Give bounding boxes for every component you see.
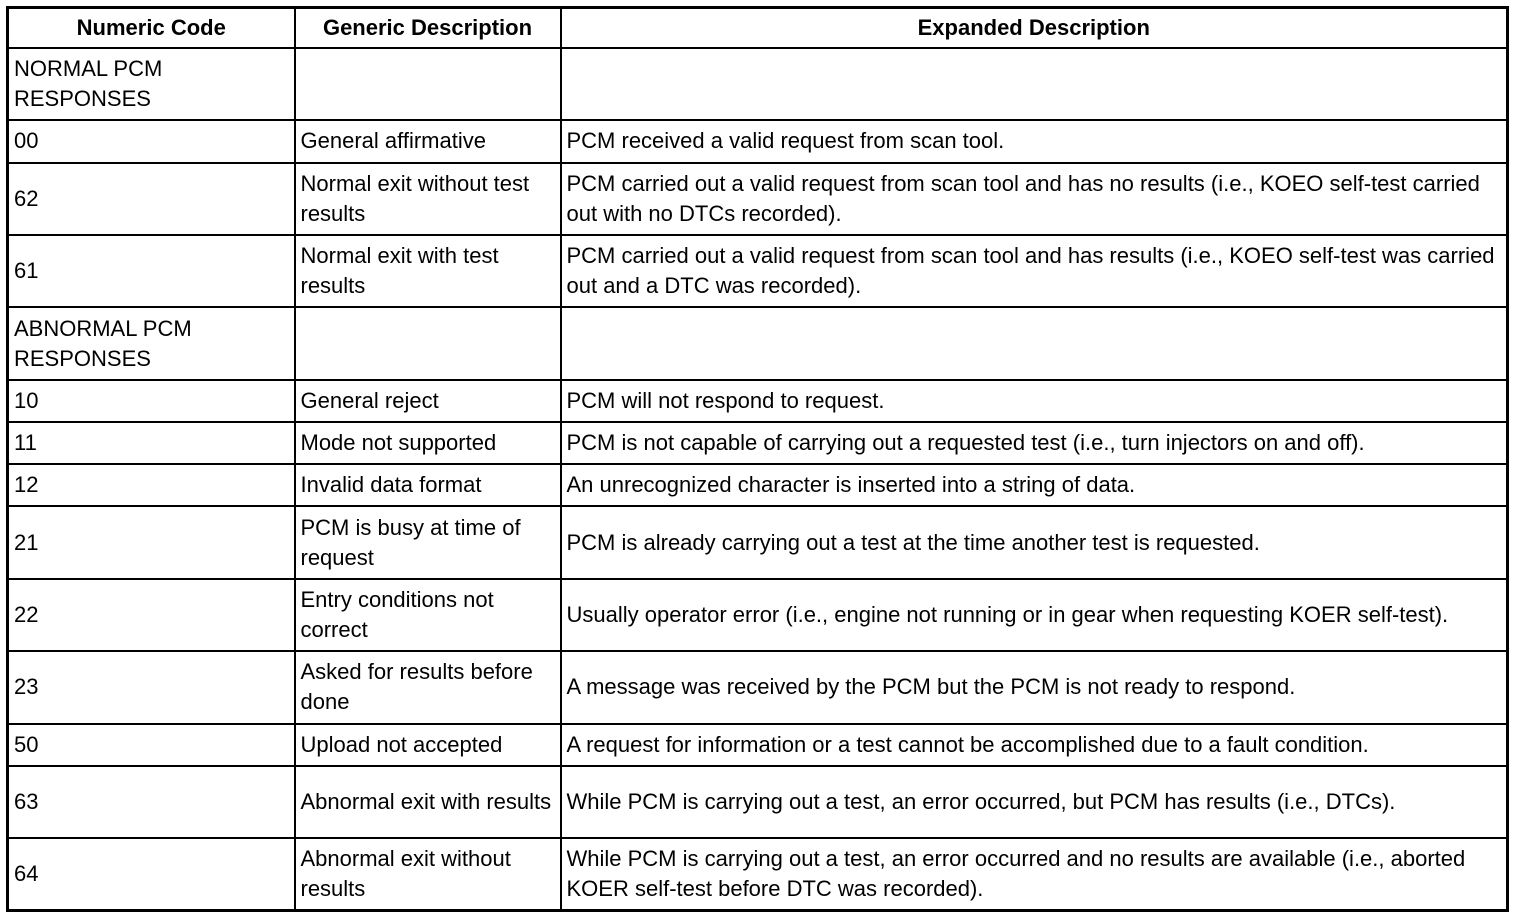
cell-expanded-description: PCM is not capable of carrying out a requested test (i.e., turn injectors on and off). <box>561 422 1508 464</box>
cell-expanded-description: PCM received a valid request from scan tool. <box>561 120 1508 162</box>
table-row <box>8 307 1508 379</box>
cell-expanded-description <box>561 307 1508 379</box>
cell-generic-description <box>295 307 561 379</box>
cell-generic-description: General affirmative <box>295 120 561 162</box>
table-row <box>8 766 1508 838</box>
cell-generic-description: Upload not accepted <box>295 724 561 766</box>
table-body <box>8 48 1508 911</box>
table-row <box>8 724 1508 766</box>
table-row <box>8 651 1508 723</box>
cell-expanded-description: While PCM is carrying out a test, an error occurred, but PCM has results (i.e., DTCs). <box>561 766 1508 838</box>
cell-numeric-code: 61 <box>8 235 295 307</box>
table-row <box>8 579 1508 651</box>
header-generic-description: Generic Description <box>295 8 561 49</box>
cell-generic-description: PCM is busy at time of request <box>295 506 561 578</box>
cell-numeric-code: 22 <box>8 579 295 651</box>
header-numeric-code: Numeric Code <box>8 8 295 49</box>
cell-generic-description: Mode not supported <box>295 422 561 464</box>
cell-numeric-code: 21 <box>8 506 295 578</box>
table-row <box>8 163 1508 235</box>
table-row <box>8 235 1508 307</box>
header-expanded-description: Expanded Description <box>561 8 1508 49</box>
cell-numeric-code: 23 <box>8 651 295 723</box>
cell-numeric-code: 63 <box>8 766 295 838</box>
cell-numeric-code: 11 <box>8 422 295 464</box>
cell-generic-description: Normal exit with test results <box>295 235 561 307</box>
cell-generic-description: Asked for results before done <box>295 651 561 723</box>
cell-numeric-code: 62 <box>8 163 295 235</box>
table-header <box>8 8 1508 49</box>
cell-generic-description: Invalid data format <box>295 464 561 506</box>
cell-generic-description: Entry conditions not correct <box>295 579 561 651</box>
table-row <box>8 422 1508 464</box>
cell-expanded-description: An unrecognized character is inserted into a string of data. <box>561 464 1508 506</box>
pcm-response-codes-table <box>6 6 1509 912</box>
cell-generic-description: Abnormal exit without results <box>295 838 561 910</box>
cell-generic-description <box>295 48 561 120</box>
cell-numeric-code: 64 <box>8 838 295 910</box>
table-row <box>8 506 1508 578</box>
cell-expanded-description: PCM is already carrying out a test at the time another test is requested. <box>561 506 1508 578</box>
cell-expanded-description: PCM carried out a valid request from scan tool and has results (i.e., KOEO self-test was carried out and a DTC was recorded). <box>561 235 1508 307</box>
table-row <box>8 48 1508 120</box>
cell-numeric-code: NORMAL PCM RESPONSES <box>8 48 295 120</box>
cell-numeric-code: 10 <box>8 380 295 422</box>
cell-numeric-code: 50 <box>8 724 295 766</box>
cell-expanded-description: Usually operator error (i.e., engine not running or in gear when requesting KOER self-test). <box>561 579 1508 651</box>
cell-numeric-code: ABNORMAL PCM RESPONSES <box>8 307 295 379</box>
cell-expanded-description: PCM carried out a valid request from scan tool and has no results (i.e., KOEO self-test carried out with no DTCs recorded). <box>561 163 1508 235</box>
cell-numeric-code: 00 <box>8 120 295 162</box>
table-row <box>8 120 1508 162</box>
table-row <box>8 380 1508 422</box>
cell-expanded-description: PCM will not respond to request. <box>561 380 1508 422</box>
cell-numeric-code: 12 <box>8 464 295 506</box>
cell-expanded-description: A request for information or a test cannot be accomplished due to a fault condition. <box>561 724 1508 766</box>
cell-expanded-description: A message was received by the PCM but the PCM is not ready to respond. <box>561 651 1508 723</box>
cell-generic-description: Abnormal exit with results <box>295 766 561 838</box>
table-row <box>8 838 1508 910</box>
cell-generic-description: General reject <box>295 380 561 422</box>
header-row <box>8 8 1508 49</box>
cell-generic-description: Normal exit without test results <box>295 163 561 235</box>
cell-expanded-description: While PCM is carrying out a test, an error occurred and no results are available (i.e., aborted KOER self-test before DTC was recorded). <box>561 838 1508 910</box>
table-row <box>8 464 1508 506</box>
cell-expanded-description <box>561 48 1508 120</box>
